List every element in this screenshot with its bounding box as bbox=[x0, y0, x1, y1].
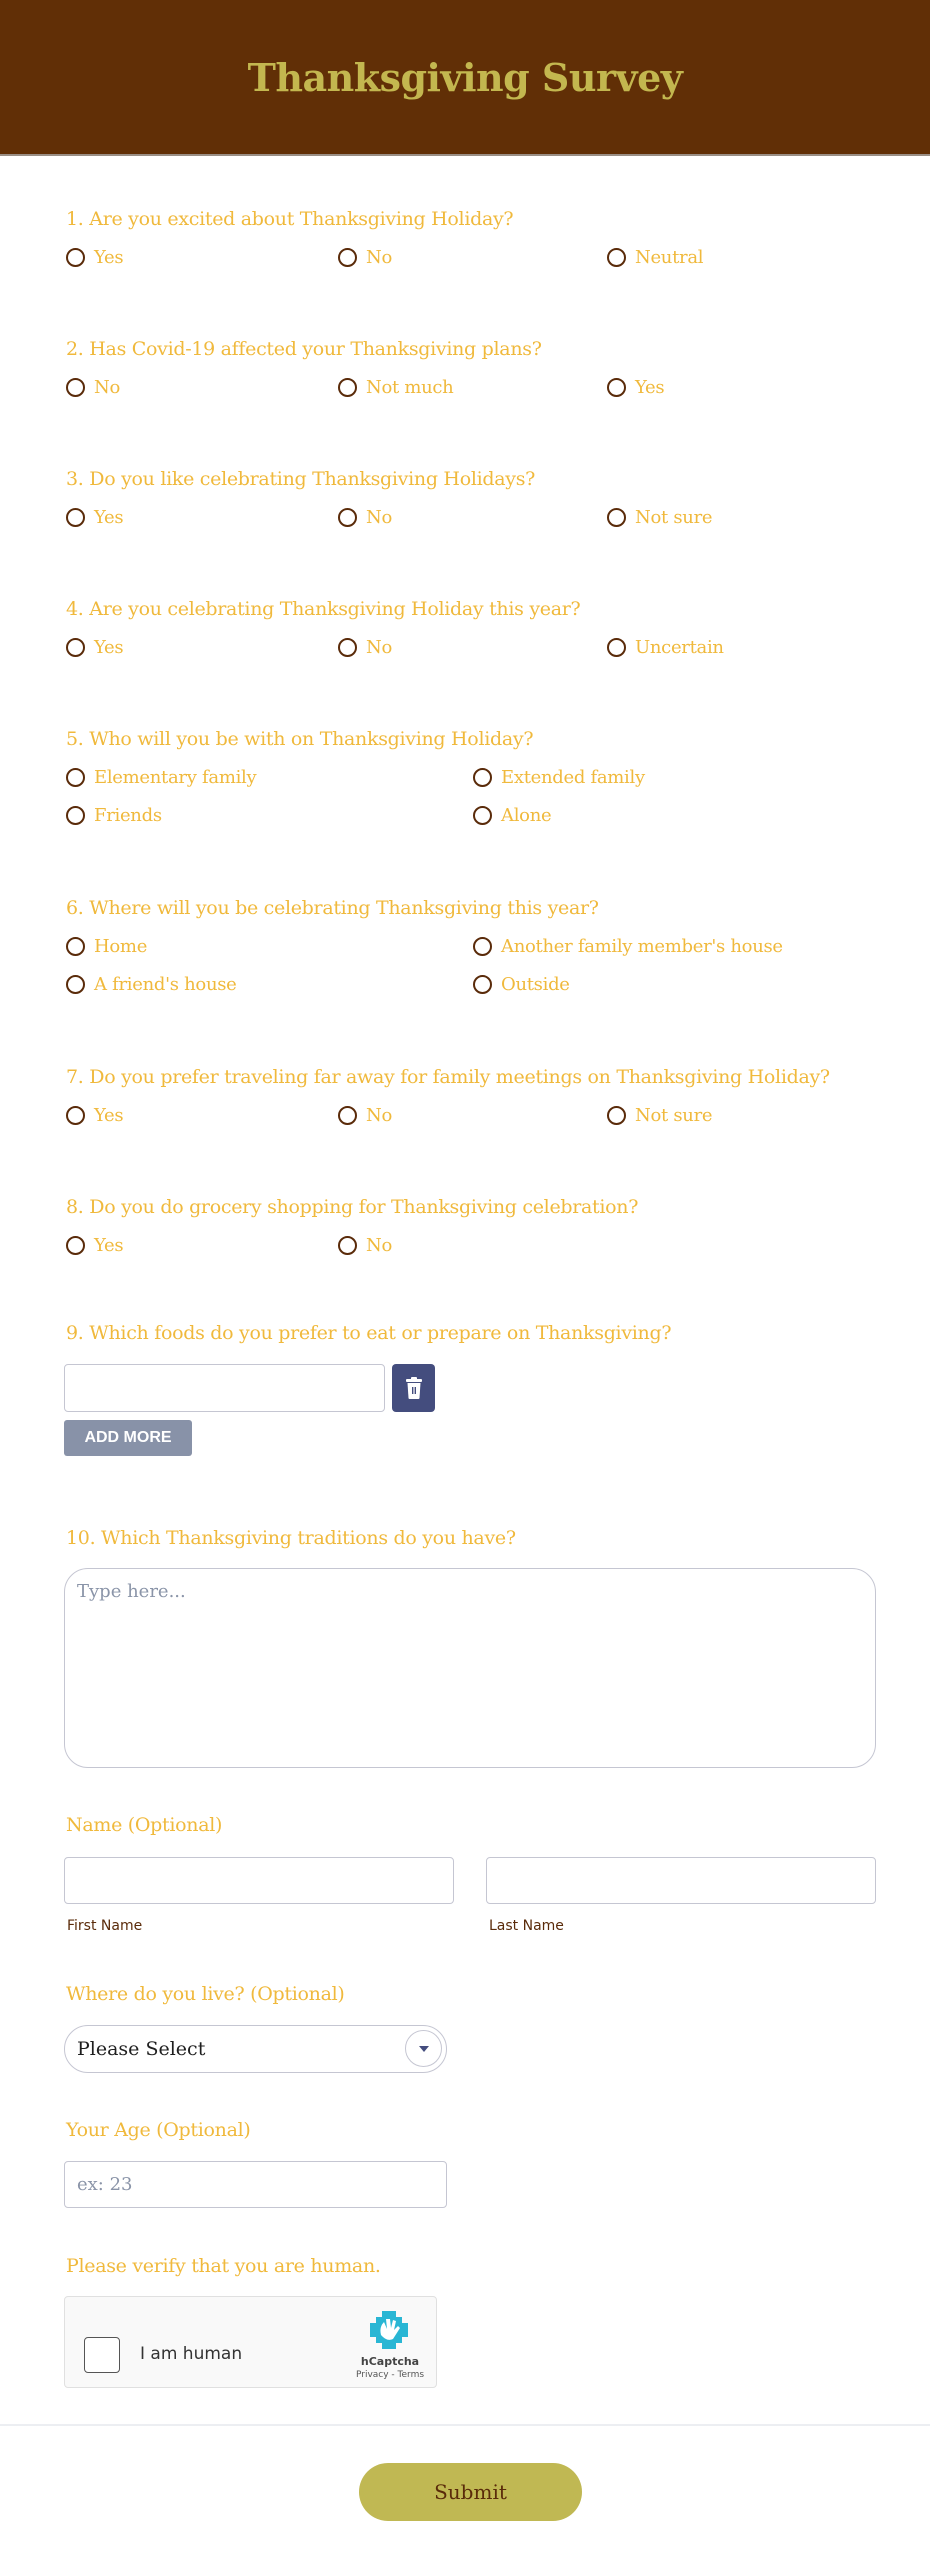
radio-option[interactable] bbox=[66, 1235, 123, 1256]
question-6-options bbox=[66, 936, 886, 996]
human-checkbox[interactable] bbox=[84, 2337, 120, 2373]
radio-circle-icon[interactable] bbox=[338, 1236, 357, 1255]
radio-circle-icon[interactable] bbox=[607, 508, 626, 527]
hcaptcha-links[interactable]: Privacy - Terms bbox=[355, 2370, 425, 2380]
location-field bbox=[66, 1982, 886, 2006]
radio-option[interactable] bbox=[473, 936, 783, 957]
location-select[interactable] bbox=[64, 2025, 447, 2073]
radio-option-label: Yes bbox=[94, 1105, 124, 1126]
radio-option-label: Not much bbox=[366, 377, 454, 398]
radio-circle-icon[interactable] bbox=[66, 975, 85, 994]
radio-circle-icon[interactable] bbox=[607, 638, 626, 657]
radio-option[interactable] bbox=[66, 767, 256, 788]
radio-option-label: No bbox=[366, 247, 392, 268]
radio-option[interactable] bbox=[338, 507, 392, 528]
question-7 bbox=[66, 1065, 886, 1127]
radio-option[interactable] bbox=[338, 1105, 392, 1126]
question-2 bbox=[66, 337, 886, 399]
last-name-input[interactable] bbox=[486, 1857, 876, 1904]
radio-option-label: No bbox=[94, 377, 120, 398]
radio-option-label: Yes bbox=[635, 377, 665, 398]
location-selected-value: Please Select bbox=[77, 2038, 206, 2060]
first-name-sublabel: First Name bbox=[67, 1918, 143, 1934]
radio-option[interactable] bbox=[338, 1235, 392, 1256]
radio-option-label: Elementary family bbox=[94, 767, 257, 788]
form-divider bbox=[0, 2424, 930, 2426]
radio-circle-icon[interactable] bbox=[607, 248, 626, 267]
radio-option-label: Not sure bbox=[635, 1105, 713, 1126]
food-input[interactable] bbox=[64, 1364, 385, 1412]
radio-circle-icon[interactable] bbox=[473, 806, 492, 825]
radio-circle-icon[interactable] bbox=[338, 248, 357, 267]
radio-circle-icon[interactable] bbox=[66, 248, 85, 267]
question-6 bbox=[66, 896, 886, 996]
radio-option[interactable] bbox=[66, 936, 147, 957]
question-1-label: 1. Are you excited about Thanksgiving Holiday? bbox=[66, 208, 514, 230]
radio-option-label: Yes bbox=[94, 247, 124, 268]
traditions-textarea[interactable] bbox=[64, 1568, 876, 1768]
radio-option-label: A friend's house bbox=[94, 974, 237, 995]
form-title: Thanksgiving Survey bbox=[247, 54, 683, 100]
radio-circle-icon[interactable] bbox=[607, 1106, 626, 1125]
radio-option-label: Neutral bbox=[635, 247, 704, 268]
question-4-label: 4. Are you celebrating Thanksgiving Holiday this year? bbox=[66, 598, 581, 620]
question-6-label: 6. Where will you be celebrating Thanksgiving this year? bbox=[66, 897, 599, 919]
radio-option-label: Yes bbox=[94, 1235, 124, 1256]
hcaptcha-brand: hCaptcha bbox=[360, 2355, 420, 2368]
radio-circle-icon[interactable] bbox=[338, 638, 357, 657]
submit-button[interactable]: Submit bbox=[359, 2463, 582, 2521]
radio-option[interactable] bbox=[607, 377, 664, 398]
age-field bbox=[66, 2118, 886, 2142]
first-name-input[interactable] bbox=[64, 1857, 454, 1904]
question-3-options bbox=[66, 507, 886, 529]
radio-option[interactable] bbox=[66, 637, 123, 658]
question-8 bbox=[66, 1195, 886, 1257]
hcaptcha-logo-icon bbox=[368, 2309, 410, 2351]
radio-option[interactable] bbox=[607, 1105, 712, 1126]
chevron-down-icon bbox=[405, 2030, 442, 2067]
age-input[interactable] bbox=[64, 2161, 447, 2208]
question-10-label: 10. Which Thanksgiving traditions do you have? bbox=[66, 1527, 516, 1549]
radio-option-label: Alone bbox=[501, 805, 552, 826]
radio-option-label: Another family member's house bbox=[501, 936, 783, 957]
add-more-button[interactable]: ADD MORE bbox=[64, 1420, 192, 1456]
radio-option[interactable] bbox=[338, 637, 392, 658]
question-4 bbox=[66, 597, 886, 659]
radio-option-label: Yes bbox=[94, 637, 124, 658]
question-2-label: 2. Has Covid-19 affected your Thanksgiving plans? bbox=[66, 338, 542, 360]
radio-option[interactable] bbox=[338, 247, 392, 268]
radio-option-label: No bbox=[366, 1105, 392, 1126]
radio-option[interactable] bbox=[607, 507, 712, 528]
question-7-options bbox=[66, 1105, 886, 1127]
radio-circle-icon[interactable] bbox=[473, 768, 492, 787]
radio-circle-icon[interactable] bbox=[66, 508, 85, 527]
question-7-label: 7. Do you prefer traveling far away for family meetings on Thanksgiving Holiday? bbox=[66, 1066, 830, 1088]
radio-circle-icon[interactable] bbox=[66, 806, 85, 825]
delete-food-button[interactable] bbox=[392, 1364, 435, 1412]
radio-circle-icon[interactable] bbox=[338, 1106, 357, 1125]
radio-circle-icon[interactable] bbox=[473, 937, 492, 956]
question-5 bbox=[66, 727, 886, 827]
radio-option[interactable] bbox=[66, 1105, 123, 1126]
radio-option[interactable] bbox=[338, 377, 453, 398]
human-checkbox-label: I am human bbox=[140, 2344, 243, 2364]
radio-option[interactable] bbox=[473, 767, 645, 788]
radio-option[interactable] bbox=[66, 377, 120, 398]
question-9 bbox=[66, 1321, 886, 1345]
radio-option[interactable] bbox=[66, 805, 162, 826]
radio-circle-icon[interactable] bbox=[66, 378, 85, 397]
radio-circle-icon[interactable] bbox=[66, 768, 85, 787]
radio-option[interactable] bbox=[66, 247, 123, 268]
trash-icon bbox=[404, 1376, 424, 1400]
name-field bbox=[66, 1813, 886, 1837]
question-4-options bbox=[66, 637, 886, 659]
question-8-options bbox=[66, 1235, 886, 1257]
radio-option-label: Not sure bbox=[635, 507, 713, 528]
name-label: Name (Optional) bbox=[66, 1814, 223, 1836]
hcaptcha-widget bbox=[64, 2296, 437, 2388]
radio-option-label: Extended family bbox=[501, 767, 645, 788]
radio-option-label: Uncertain bbox=[635, 637, 724, 658]
radio-circle-icon[interactable] bbox=[338, 508, 357, 527]
age-label: Your Age (Optional) bbox=[66, 2119, 251, 2141]
question-2-options bbox=[66, 377, 886, 399]
radio-option-label: No bbox=[366, 1235, 392, 1256]
form-header bbox=[0, 0, 930, 156]
radio-circle-icon[interactable] bbox=[66, 1236, 85, 1255]
question-8-label: 8. Do you do grocery shopping for Thanksgiving celebration? bbox=[66, 1196, 639, 1218]
last-name-sublabel: Last Name bbox=[489, 1918, 564, 1934]
question-10 bbox=[66, 1526, 886, 1550]
question-5-options bbox=[66, 767, 886, 827]
radio-circle-icon[interactable] bbox=[66, 937, 85, 956]
radio-option-label: Yes bbox=[94, 507, 124, 528]
radio-circle-icon[interactable] bbox=[473, 975, 492, 994]
question-3-label: 3. Do you like celebrating Thanksgiving Holidays? bbox=[66, 468, 536, 490]
radio-option-label: Home bbox=[94, 936, 148, 957]
radio-option-label: Friends bbox=[94, 805, 162, 826]
radio-option-label: No bbox=[366, 637, 392, 658]
radio-option[interactable] bbox=[473, 974, 570, 995]
question-1 bbox=[66, 207, 886, 269]
radio-option[interactable] bbox=[607, 637, 724, 658]
radio-circle-icon[interactable] bbox=[607, 378, 626, 397]
verify-label: Please verify that you are human. bbox=[66, 2255, 381, 2277]
location-label: Where do you live? (Optional) bbox=[66, 1983, 345, 2005]
question-9-label: 9. Which foods do you prefer to eat or prepare on Thanksgiving? bbox=[66, 1322, 672, 1344]
radio-option[interactable] bbox=[66, 507, 123, 528]
radio-option[interactable] bbox=[66, 974, 237, 995]
radio-option-label: Outside bbox=[501, 974, 570, 995]
radio-option[interactable] bbox=[607, 247, 703, 268]
radio-circle-icon[interactable] bbox=[66, 1106, 85, 1125]
radio-option-label: No bbox=[366, 507, 392, 528]
radio-circle-icon[interactable] bbox=[338, 378, 357, 397]
question-3 bbox=[66, 467, 886, 529]
verify-field bbox=[66, 2254, 886, 2278]
question-5-label: 5. Who will you be with on Thanksgiving Holiday? bbox=[66, 728, 534, 750]
radio-circle-icon[interactable] bbox=[66, 638, 85, 657]
question-1-options bbox=[66, 247, 886, 269]
radio-option[interactable] bbox=[473, 805, 551, 826]
